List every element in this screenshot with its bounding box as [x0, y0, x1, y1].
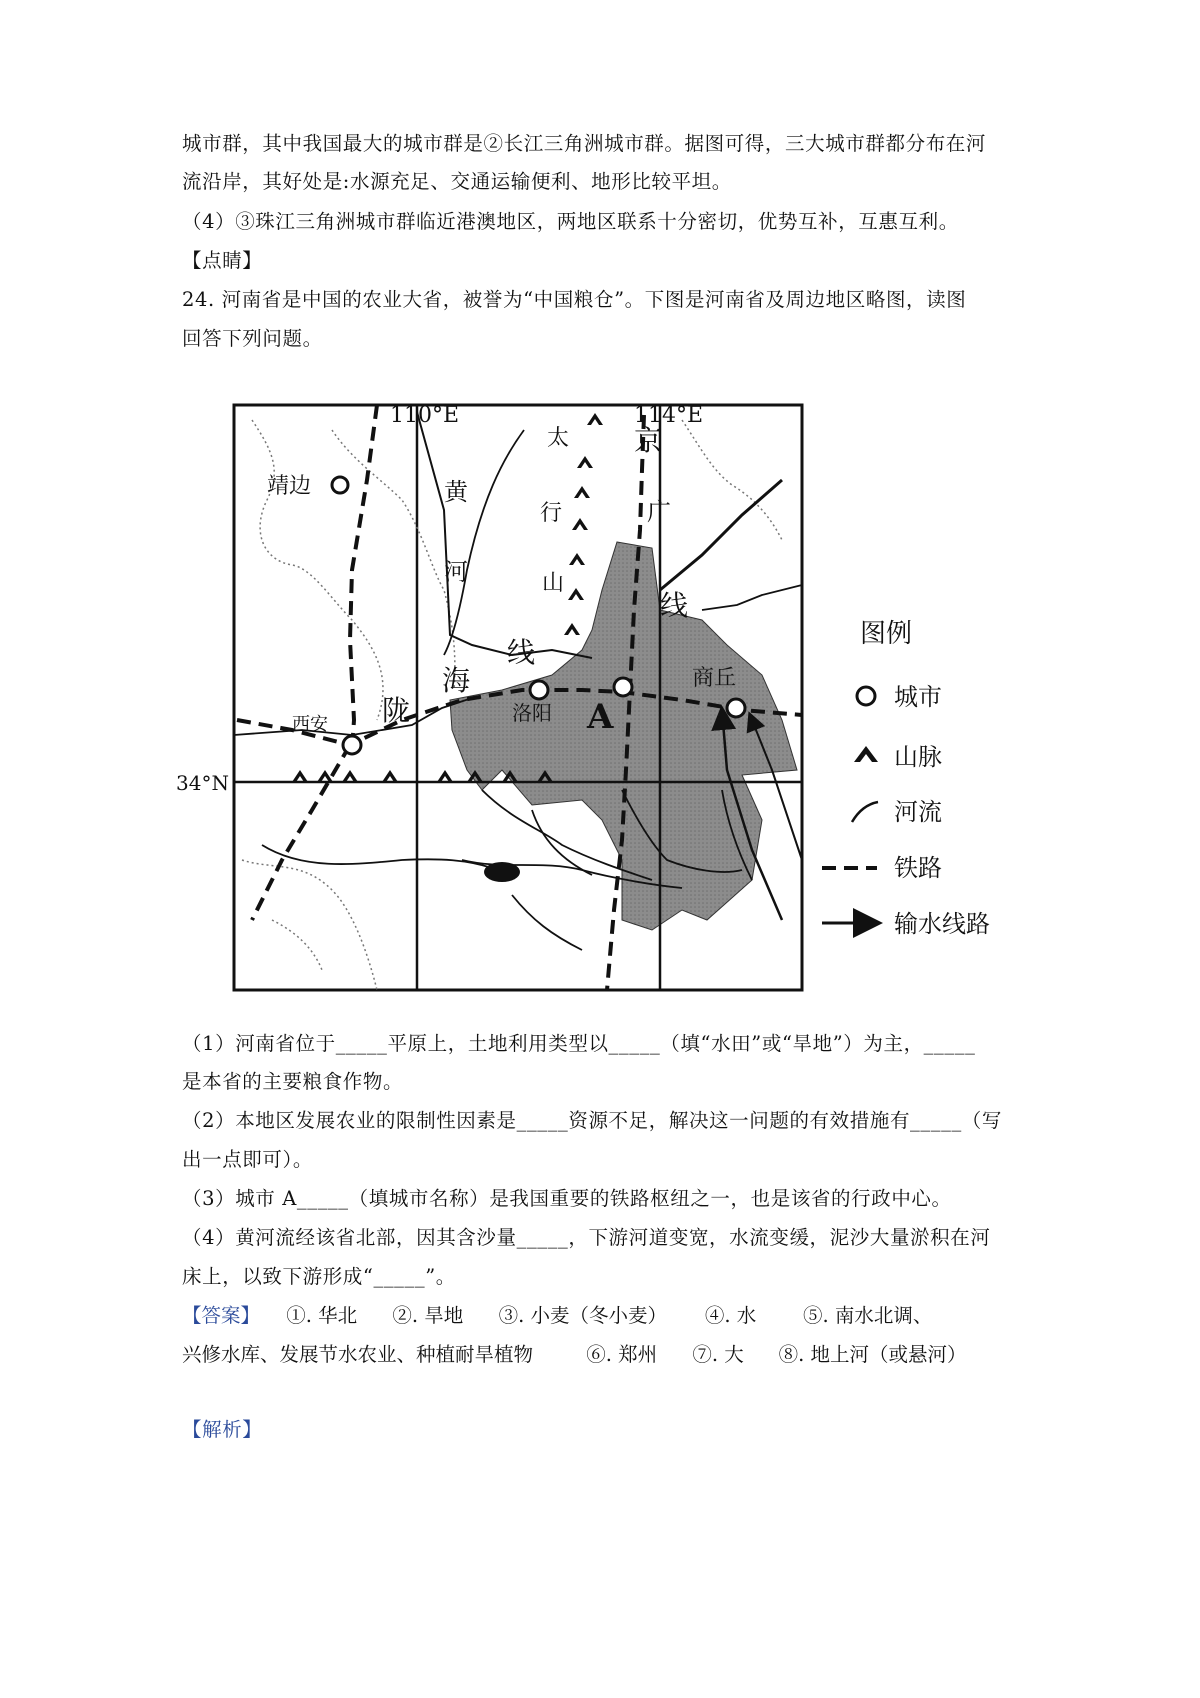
question-24-stem: 回答下列问题。 [182, 327, 323, 350]
answer-item: ②. 旱地 [392, 1304, 464, 1327]
answer-item: ⑧. 地上河（或悬河） [778, 1343, 967, 1366]
legend-river-label: 河流 [894, 798, 942, 826]
legend-river-icon [852, 802, 878, 822]
railway-jg-char: 线 [660, 589, 689, 622]
question-4: 床上，以致下游形成“_____”。 [182, 1265, 456, 1288]
city-luoyang-label: 洛阳 [512, 701, 552, 725]
question-4: （4）黄河流经该省北部，因其含沙量_____，下游河道变宽，水流变缓，泥沙大量淤积在河 [182, 1226, 991, 1249]
lon-label-110: 110°E [390, 403, 460, 428]
river-label-char: 河 [444, 558, 468, 586]
city-shangqiu-marker [727, 699, 745, 717]
answer-item: 兴修水库、发展节水农业、种植耐旱植物 [182, 1343, 534, 1366]
city-jingbian-label: 靖边 [267, 474, 312, 499]
river-label-char: 黄 [444, 478, 468, 506]
city-jingbian-marker [332, 477, 348, 493]
railway-lh-char: 海 [442, 664, 471, 697]
legend-water-line-label: 输水线路 [894, 910, 990, 938]
city-xian-label: 西安 [292, 714, 328, 735]
legend-city-icon [857, 687, 875, 705]
legend-railway-label: 铁路 [894, 854, 942, 882]
city-a-marker [614, 678, 632, 696]
city-xian-marker [343, 736, 361, 754]
legend-mountain-icon [854, 746, 878, 762]
city-a-label: A [587, 697, 614, 737]
answer-item: ①. 华北 [286, 1304, 358, 1327]
answer-line [182, 1341, 967, 1369]
lat-label-34: 34°N [176, 771, 229, 795]
map-legend [822, 619, 990, 938]
question-2: （2）本地区发展农业的限制性因素是_____资源不足，解决这一问题的有效措施有_____（写 [182, 1109, 1003, 1132]
railway-lh-char: 陇 [382, 694, 411, 727]
answer-line [182, 1302, 932, 1330]
answer-item: ③. 小麦（冬小麦） [498, 1304, 668, 1327]
mountain-label-char: 山 [542, 571, 565, 596]
question-1: 是本省的主要粮食作物。 [182, 1070, 404, 1093]
railway-lh-char: 线 [507, 636, 536, 669]
paragraph-line: 流沿岸，其好处是:水源充足、交通运输便利、地形比较平坦。 [182, 170, 732, 193]
city-shangqiu-label: 商丘 [692, 666, 737, 691]
answer-label: 【答案】 [182, 1304, 261, 1327]
paragraph-line: 城市群，其中我国最大的城市群是②长江三角洲城市群。据图可得，三大城市群都分布在河 [182, 132, 987, 155]
paragraph-line: （4）③珠江三角洲城市群临近港澳地区，两地区联系十分密切，优势互补，互惠互利。 [182, 210, 959, 233]
lon-label-114: 114°E [634, 403, 704, 428]
question-3: （3）城市 A_____（填城市名称）是我国重要的铁路枢纽之一，也是该省的行政中心。 [182, 1187, 952, 1210]
legend-mountain-label: 山脉 [894, 743, 942, 771]
question-1: （1）河南省位于_____平原上，土地利用类型以_____（填“水田”或“旱地”）为主，_____ [182, 1032, 976, 1055]
question-2: 出一点即可）。 [182, 1148, 313, 1171]
taihang-mountains [564, 413, 603, 635]
question-24-stem: 24. 河南省是中国的农业大省，被誉为“中国粮仓”。下图是河南省及周边地区略图，读图 [182, 288, 967, 311]
legend-title: 图例 [860, 619, 913, 649]
answer-item: ④. 水 [704, 1304, 757, 1327]
section-heading: 【点睛】 [182, 249, 263, 272]
mountain-label-char: 行 [540, 501, 563, 526]
city-luoyang-marker [530, 681, 548, 699]
answer-item: ⑤. 南水北调、 [803, 1304, 933, 1327]
answer-item: ⑦. 大 [692, 1343, 744, 1366]
analysis-label: 【解析】 [182, 1418, 263, 1441]
railway-jg-char: 京 [634, 424, 663, 457]
legend-city-label: 城市 [894, 683, 942, 711]
henan-map-figure [176, 390, 1012, 1000]
railway-jg-char: 广 [647, 498, 671, 526]
mountain-label-char: 太 [547, 426, 570, 451]
answer-item: ⑥. 郑州 [586, 1343, 658, 1366]
